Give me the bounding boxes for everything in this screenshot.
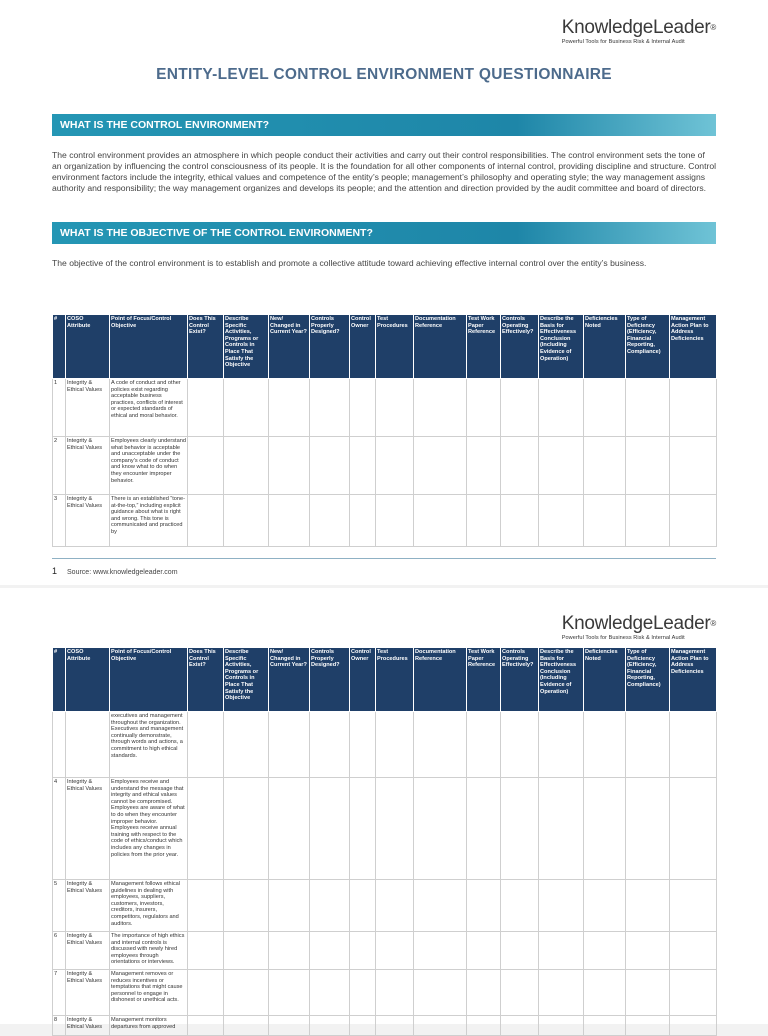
logo-wordmark: KnowledgeLeader (561, 17, 711, 38)
table-cell (467, 970, 501, 1016)
table-cell (310, 379, 350, 437)
table-cell (414, 1016, 467, 1036)
table-cell (224, 970, 269, 1016)
table-cell (350, 880, 376, 932)
control-objective-cell: The importance of high ethics and internal controls is discussed with newly hired employees through orientations or interviews. (110, 932, 188, 970)
table-cell (376, 379, 414, 437)
section-heading-control-environment: WHAT IS THE CONTROL ENVIRONMENT? (52, 114, 716, 136)
table-cell (584, 1016, 626, 1036)
table-cell (467, 495, 501, 547)
table-cell (626, 932, 670, 970)
control-objective-cell: executives and management throughout the organization. Executives and management continually demonstrate, through words and actions, a commitment to high ethical standards. (110, 712, 188, 778)
knowledgeleader-logo (562, 18, 716, 45)
control-objective-cell: Employees receive and understand the message that integrity and ethical values cannot be compromised. Employees are aware of what to do when they encounter improper behavior. Employees receive annual training with respect to the code of ethics/conduct which includes any changes in policies from the prior year. (110, 778, 188, 880)
table-cell (269, 880, 310, 932)
table-cell (224, 932, 269, 970)
table-cell (467, 712, 501, 778)
column-header: Does This Control Exist? (188, 648, 224, 712)
table-cell (350, 1016, 376, 1036)
table-cell (414, 495, 467, 547)
table-cell (501, 880, 539, 932)
column-header: Documentation Reference (414, 315, 467, 379)
footnote (52, 566, 178, 576)
table-cell (188, 932, 224, 970)
column-header: COSO Attribute (66, 648, 110, 712)
table-cell (501, 1016, 539, 1036)
table-cell (310, 932, 350, 970)
table-cell (224, 778, 269, 880)
table-cell (269, 379, 310, 437)
column-header: Controls Operating Effectively? (501, 315, 539, 379)
table-cell (626, 495, 670, 547)
table-cell (350, 379, 376, 437)
table-cell (670, 1016, 717, 1036)
table-cell (188, 379, 224, 437)
table-cell (350, 778, 376, 880)
table-cell (269, 712, 310, 778)
table-row (53, 932, 717, 970)
column-header: Point of Focus/Control Objective (110, 315, 188, 379)
table-cell (501, 437, 539, 495)
table-cell (501, 932, 539, 970)
table-cell (626, 778, 670, 880)
table-cell (467, 1016, 501, 1036)
table-cell (467, 379, 501, 437)
column-header: New/ Changed in Current Year? (269, 648, 310, 712)
footnote-text: Source: www.knowledgeleader.com (67, 569, 178, 576)
table-cell (501, 495, 539, 547)
table-cell (584, 712, 626, 778)
table-cell (376, 970, 414, 1016)
table-cell (310, 495, 350, 547)
logo-tagline: Powerful Tools for Business Risk & Internal Audit (561, 635, 685, 641)
table-cell (584, 778, 626, 880)
table-cell (539, 932, 584, 970)
table-cell (539, 437, 584, 495)
coso-attribute-cell: Integrity & Ethical Values (66, 932, 110, 970)
table-cell (224, 379, 269, 437)
column-header: # (53, 648, 66, 712)
table-cell (224, 712, 269, 778)
table-cell (269, 495, 310, 547)
table-cell (539, 379, 584, 437)
table-row (53, 437, 717, 495)
table-cell (539, 712, 584, 778)
control-objective-cell: Management follows ethical guidelines in dealing with employees, suppliers, customers, investors, creditors, insurers, competitors, regulators and auditors. (110, 880, 188, 932)
column-header: Controls Properly Designed? (310, 648, 350, 712)
table-cell (310, 1016, 350, 1036)
table-row (53, 495, 717, 547)
logo-trademark: ® (710, 619, 716, 628)
column-header: Deficiencies Noted (584, 315, 626, 379)
table-row (53, 970, 717, 1016)
footnote-number: 1 (52, 566, 58, 576)
coso-attribute-cell: Integrity & Ethical Values (66, 379, 110, 437)
logo-trademark: ® (710, 23, 716, 32)
table-cell (350, 932, 376, 970)
table-cell (269, 970, 310, 1016)
table-cell (350, 495, 376, 547)
table-cell (224, 495, 269, 547)
table-cell (269, 437, 310, 495)
table-cell (670, 880, 717, 932)
table-cell (670, 778, 717, 880)
coso-attribute-cell: Integrity & Ethical Values (66, 495, 110, 547)
table-cell (414, 970, 467, 1016)
column-header: Controls Operating Effectively? (501, 648, 539, 712)
table-cell (376, 880, 414, 932)
column-header: Type of Deficiency (Efficiency, Financial Reporting, Compliance) (626, 315, 670, 379)
column-header: Management Action Plan to Address Deficiencies (670, 648, 717, 712)
table-cell (584, 379, 626, 437)
column-header: Deficiencies Noted (584, 648, 626, 712)
coso-attribute-cell: Integrity & Ethical Values (66, 1016, 110, 1036)
table-cell (350, 437, 376, 495)
table-cell (188, 970, 224, 1016)
table-cell (414, 778, 467, 880)
table-cell (584, 437, 626, 495)
control-objective-cell: Employees clearly understand what behavior is acceptable and unacceptable under the company’s code of conduct and know what to do when they encounter improper behavior. (110, 437, 188, 495)
column-header: Does This Control Exist? (188, 315, 224, 379)
table-cell (501, 712, 539, 778)
column-header: Test Work Paper Reference (467, 315, 501, 379)
table-cell (626, 379, 670, 437)
table-row (53, 712, 717, 778)
column-header: Test Procedures (376, 315, 414, 379)
table-cell (501, 379, 539, 437)
table-cell (670, 437, 717, 495)
column-header: # (53, 315, 66, 379)
questionnaire-table-continued (52, 647, 717, 1036)
table-cell (467, 437, 501, 495)
table-row (53, 379, 717, 437)
table-cell (670, 712, 717, 778)
table-cell (539, 495, 584, 547)
page-title: ENTITY-LEVEL CONTROL ENVIRONMENT QUESTIONNAIRE (156, 66, 612, 83)
table-cell (626, 1016, 670, 1036)
table-cell (188, 437, 224, 495)
logo-tagline: Powerful Tools for Business Risk & Internal Audit (561, 39, 685, 45)
coso-attribute-cell: Integrity & Ethical Values (66, 778, 110, 880)
table-cell (501, 778, 539, 880)
table-cell (376, 495, 414, 547)
table-cell (670, 970, 717, 1016)
table-cell (501, 970, 539, 1016)
table-cell (188, 495, 224, 547)
table-row (53, 880, 717, 932)
table-cell (224, 880, 269, 932)
table-cell (350, 970, 376, 1016)
row-number: 8 (53, 1016, 66, 1036)
row-number: 4 (53, 778, 66, 880)
table-cell (626, 880, 670, 932)
control-objective-cell: A code of conduct and other policies exist regarding acceptable business practices, conflicts of interest or expected standards of ethical and moral behavior. (110, 379, 188, 437)
column-header: Type of Deficiency (Efficiency, Financial Reporting, Compliance) (626, 648, 670, 712)
row-number: 2 (53, 437, 66, 495)
row-number: 6 (53, 932, 66, 970)
row-number: 5 (53, 880, 66, 932)
table-cell (310, 712, 350, 778)
column-header: Test Work Paper Reference (467, 648, 501, 712)
table-cell (414, 932, 467, 970)
table-cell (414, 437, 467, 495)
column-header: Describe Specific Activities, Programs or Controls in Place That Satisfy the Objective (224, 315, 269, 379)
table-cell (188, 778, 224, 880)
coso-attribute-cell (66, 712, 110, 778)
row-number: 1 (53, 379, 66, 437)
row-number (53, 712, 66, 778)
table-cell (224, 1016, 269, 1036)
column-header: Describe the Basis for Effectiveness Conclusion (Including Evidence of Operation) (539, 315, 584, 379)
table-cell (467, 778, 501, 880)
column-header: Documentation Reference (414, 648, 467, 712)
table-cell (467, 880, 501, 932)
table-cell (376, 437, 414, 495)
coso-attribute-cell: Integrity & Ethical Values (66, 880, 110, 932)
table-cell (584, 880, 626, 932)
section-body-objective: The objective of the control environment is to establish and promote a collective attitude toward achieving effective internal control over the entity’s business. (52, 258, 647, 268)
row-number: 3 (53, 495, 66, 547)
control-objective-cell: Management removes or reduces incentives or temptations that might cause personnel to engage in dishonest or unethical acts. (110, 970, 188, 1016)
table-cell (188, 712, 224, 778)
table-cell (310, 778, 350, 880)
coso-attribute-cell: Integrity & Ethical Values (66, 970, 110, 1016)
table-cell (670, 379, 717, 437)
footer-divider (52, 558, 716, 559)
table-cell (269, 1016, 310, 1036)
table-cell (670, 495, 717, 547)
table-row (53, 778, 717, 880)
column-header: Controls Properly Designed? (310, 315, 350, 379)
table-cell (626, 712, 670, 778)
table-header-row (53, 648, 717, 712)
section-heading-objective: WHAT IS THE OBJECTIVE OF THE CONTROL ENVIRONMENT? (52, 222, 716, 244)
table-cell (310, 970, 350, 1016)
table-cell (626, 970, 670, 1016)
logo-wordmark: KnowledgeLeader (561, 613, 711, 634)
questionnaire-table (52, 314, 717, 547)
table-cell (584, 932, 626, 970)
table-cell (670, 932, 717, 970)
table-cell (414, 712, 467, 778)
table-cell (539, 778, 584, 880)
knowledgeleader-logo (562, 614, 716, 641)
table-cell (350, 712, 376, 778)
control-objective-cell: There is an established “tone-at-the-top,” including explicit guidance about what is right and wrong. This tone is communicated and practiced by (110, 495, 188, 547)
column-header: Control Owner (350, 315, 376, 379)
coso-attribute-cell: Integrity & Ethical Values (66, 437, 110, 495)
column-header: New/ Changed in Current Year? (269, 315, 310, 379)
row-number: 7 (53, 970, 66, 1016)
table-cell (467, 932, 501, 970)
table-cell (626, 437, 670, 495)
table-cell (539, 970, 584, 1016)
table-cell (376, 712, 414, 778)
table-cell (414, 379, 467, 437)
column-header: Control Owner (350, 648, 376, 712)
table-row (53, 1016, 717, 1036)
table-cell (376, 932, 414, 970)
table-header-row (53, 315, 717, 379)
table-cell (539, 880, 584, 932)
section-body-control-environment: The control environment provides an atmosphere in which people conduct their activities and carry out their control responsibilities. The control environment sets the tone of an organization by influencing the control consciousness of its people. It is the foundation for all other components of internal control, providing discipline and structure. Control environment factors include the integrity, ethical values and competence of the entity’s people; management’s philosophy and operating style; the way management assigns authority and responsibility; the way management organizes and develops its people; and the attention and direction provided by the audit committee and board of directors. (52, 150, 717, 193)
table-cell (224, 437, 269, 495)
control-objective-cell: Management monitors departures from approved (110, 1016, 188, 1036)
column-header: COSO Attribute (66, 315, 110, 379)
column-header: Test Procedures (376, 648, 414, 712)
table-cell (414, 880, 467, 932)
table-cell (584, 970, 626, 1016)
table-cell (188, 1016, 224, 1036)
table-cell (539, 1016, 584, 1036)
table-cell (376, 778, 414, 880)
table-cell (584, 495, 626, 547)
column-header: Describe Specific Activities, Programs or Controls in Place That Satisfy the Objective (224, 648, 269, 712)
table-cell (269, 932, 310, 970)
table-cell (310, 437, 350, 495)
table-cell (188, 880, 224, 932)
document-page-2 (0, 588, 768, 1030)
table-cell (310, 880, 350, 932)
table-cell (376, 1016, 414, 1036)
column-header: Management Action Plan to Address Deficiencies (670, 315, 717, 379)
column-header: Point of Focus/Control Objective (110, 648, 188, 712)
table-cell (269, 778, 310, 880)
column-header: Describe the Basis for Effectiveness Conclusion (Including Evidence of Operation) (539, 648, 584, 712)
